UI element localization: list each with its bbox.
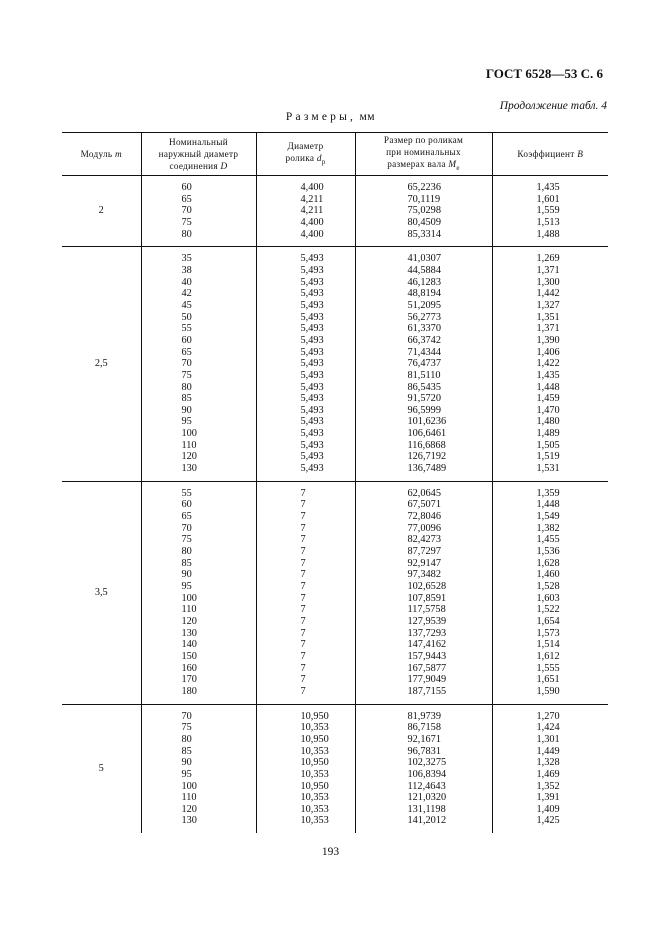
outer-diameter-value: 110	[181, 792, 197, 804]
outer-diameter-value: 40	[181, 276, 192, 288]
size-over-rollers-value: 131,1198	[407, 803, 446, 815]
coefficient-value: 1,651	[536, 674, 560, 686]
coefficient-value: 1,359	[536, 487, 560, 499]
roller-diameter-value: 7	[300, 511, 306, 523]
coefficient-value: 1,612	[536, 650, 560, 662]
page-number: 193	[321, 846, 340, 858]
module-value: 5	[62, 704, 141, 833]
roller-diameter-value: 7	[300, 662, 306, 674]
outer-diameter-value: 80	[181, 546, 192, 558]
table-continuation-note: Продолжение табл. 4	[499, 100, 607, 112]
roller-diameter-value: 10,950	[300, 757, 329, 769]
outer-diameter-value: 120	[181, 451, 197, 463]
size-over-rollers-value: 46,1283	[407, 276, 441, 288]
size-over-rollers-value: 65,2236	[407, 182, 441, 193]
size-over-rollers-value: 102,3275	[407, 757, 447, 769]
roller-diameter-value: 7	[300, 650, 306, 662]
size-over-rollers-value: 77,0096	[407, 522, 441, 534]
outer-diameter-value: 180	[181, 685, 197, 697]
roller-diameter-value: 10,353	[300, 745, 329, 757]
coefficient-value: 1,371	[536, 323, 560, 335]
roller-diameter-value: 7	[300, 487, 306, 499]
outer-diameter-value: 100	[181, 428, 197, 440]
size-over-rollers-value: 141,2012	[407, 815, 447, 827]
header-module: Модуль m	[62, 133, 141, 176]
coefficient-value: 1,328	[536, 757, 560, 769]
roller-diameter-value: 5,493	[300, 393, 324, 405]
coefficient-value: 1,505	[536, 439, 560, 451]
roller-diameter-value: 5,493	[300, 451, 324, 463]
outer-diameter-value: 55	[181, 487, 192, 499]
coefficient-value: 1,601	[536, 193, 560, 205]
outer-diameter-value: 65	[181, 193, 192, 205]
size-over-rollers-value: 86,7158	[407, 722, 441, 734]
roller-diameter-value: 5,493	[300, 381, 324, 393]
size-over-rollers-value: 187,7155	[407, 685, 447, 697]
coefficient-value: 1,351	[536, 311, 560, 323]
outer-diameter-value: 85	[181, 557, 192, 569]
coefficient-value: 1,449	[536, 745, 560, 757]
sizes-label: Размеры,	[285, 111, 357, 123]
coefficient-value: 1,531	[536, 463, 560, 475]
coefficient-value: 1,469	[536, 768, 560, 780]
roller-diameter-value: 7	[300, 522, 306, 534]
outer-diameter-value: 45	[181, 299, 192, 311]
coefficient-value: 1,455	[536, 534, 560, 546]
outer-diameter-value: 70	[181, 710, 192, 722]
coefficient-value: 1,654	[536, 615, 560, 627]
roller-diameter-value: 4,400	[300, 228, 324, 240]
size-over-rollers-value: 71,4344	[407, 346, 441, 358]
coefficient-value: 1,480	[536, 416, 560, 428]
coefficient-value: 1,422	[536, 358, 560, 370]
roller-diameter-value: 5,493	[300, 299, 324, 311]
roller-diameter-value: 5,493	[300, 334, 324, 346]
size-over-rollers-value: 147,4162	[407, 639, 447, 651]
coefficient-value: 1,573	[536, 627, 560, 639]
roller-diameter-value: 7	[300, 674, 306, 686]
roller-diameter-value: 10,353	[300, 792, 329, 804]
outer-diameter-value: 60	[181, 182, 192, 193]
size-over-rollers-value: 127,9539	[407, 615, 447, 627]
roller-diameter-value: 4,211	[300, 193, 324, 205]
outer-diameter-column	[141, 176, 256, 247]
size-over-rollers-value: 66,3742	[407, 334, 441, 346]
outer-diameter-value: 85	[181, 745, 192, 757]
roller-diameter-value: 7	[300, 639, 306, 651]
outer-diameter-value: 170	[181, 674, 197, 686]
outer-diameter-value: 85	[181, 393, 192, 405]
outer-diameter-value: 75	[181, 534, 192, 546]
coefficient-value: 1,425	[536, 815, 560, 827]
size-over-rollers-value: 67,5071	[407, 499, 441, 511]
size-over-rollers-value: 81,9739	[407, 710, 441, 722]
size-over-rollers-value: 106,6461	[407, 428, 447, 440]
module-group-row	[62, 247, 608, 481]
roller-diameter-value: 5,493	[300, 416, 324, 428]
coefficient-value: 1,528	[536, 581, 560, 592]
roller-diameter-value: 4,400	[300, 216, 324, 228]
size-over-rollers-value: 101,6236	[407, 416, 447, 428]
coefficient-value: 1,327	[536, 299, 560, 311]
coefficient-value: 1,590	[536, 685, 560, 697]
document-header: ГОСТ 6528—53 С. 6	[485, 66, 603, 81]
roller-diameter-value: 7	[300, 499, 306, 511]
size-over-rollers-value: 75,0298	[407, 205, 441, 217]
coefficient-value: 1,555	[536, 662, 560, 674]
outer-diameter-value: 100	[181, 592, 197, 604]
roller-diameter-value: 7	[300, 592, 306, 604]
module-value: 2	[98, 205, 104, 217]
roller-diameter-value: 5,493	[300, 276, 324, 288]
coefficient-value: 1,536	[536, 546, 560, 558]
outer-diameter-value: 38	[181, 264, 192, 276]
outer-diameter-value: 130	[181, 463, 197, 475]
size-over-rollers-column	[355, 176, 492, 247]
coefficient-value: 1,549	[536, 511, 560, 523]
coefficient-value: 1,391	[536, 792, 560, 804]
size-over-rollers-value: 62,0645	[407, 487, 441, 499]
size-over-rollers-value: 97,3482	[407, 569, 441, 581]
roller-diameter-value: 4,211	[300, 205, 324, 217]
roller-diameter-column	[256, 481, 355, 704]
spline-dimensions-table	[62, 132, 608, 833]
coefficient-value: 1,270	[536, 710, 560, 722]
roller-diameter-value: 7	[300, 546, 306, 558]
outer-diameter-value: 130	[181, 815, 197, 827]
size-over-rollers-value: 102,6528	[407, 581, 447, 592]
coefficient-value: 1,435	[536, 182, 560, 193]
coefficient-value: 1,352	[536, 780, 560, 792]
coefficient-value: 1,628	[536, 557, 560, 569]
size-over-rollers-value: 41,0307	[407, 253, 441, 265]
outer-diameter-value: 100	[181, 780, 197, 792]
coefficient-value: 1,513	[536, 216, 560, 228]
outer-diameter-value: 90	[181, 757, 192, 769]
roller-diameter-value: 5,493	[300, 288, 324, 300]
module-group-row	[62, 176, 608, 247]
outer-diameter-value: 80	[181, 733, 192, 745]
coefficient-value: 1,442	[536, 288, 560, 300]
size-over-rollers-value: 86,5435	[407, 381, 441, 393]
coefficient-value: 1,603	[536, 592, 560, 604]
header-coefficient: Коэффициент B	[492, 133, 608, 176]
size-over-rollers-value: 82,4273	[407, 534, 441, 546]
size-over-rollers-value: 107,8591	[407, 592, 447, 604]
coefficient-value: 1,409	[536, 803, 560, 815]
roller-diameter-value: 7	[300, 581, 306, 592]
module-value: 3,5	[62, 481, 141, 704]
outer-diameter-value: 95	[181, 768, 192, 780]
size-over-rollers-value: 157,9443	[407, 650, 447, 662]
roller-diameter-value: 7	[300, 604, 306, 616]
coefficient-value: 1,559	[536, 205, 560, 217]
coefficient-value: 1,489	[536, 428, 560, 440]
size-over-rollers-value: 70,1119	[407, 193, 441, 205]
roller-diameter-value: 5,493	[300, 253, 324, 265]
outer-diameter-value: 75	[181, 216, 192, 228]
outer-diameter-value: 60	[181, 334, 192, 346]
outer-diameter-value: 65	[181, 346, 192, 358]
outer-diameter-value: 60	[181, 499, 192, 511]
size-over-rollers-value: 44,5884	[407, 264, 441, 276]
size-over-rollers-value: 91,5720	[407, 393, 441, 405]
roller-diameter-value: 4,400	[300, 182, 324, 193]
roller-diameter-value: 5,493	[300, 428, 324, 440]
size-over-rollers-column	[355, 247, 492, 481]
roller-diameter-value: 5,493	[300, 264, 324, 276]
roller-diameter-column	[256, 704, 355, 833]
outer-diameter-value: 90	[181, 404, 192, 416]
outer-diameter-value: 95	[181, 416, 192, 428]
roller-diameter-value: 10,950	[300, 733, 329, 745]
roller-diameter-value: 5,493	[300, 323, 324, 335]
coefficient-value: 1,390	[536, 334, 560, 346]
roller-diameter-value: 5,493	[300, 439, 324, 451]
module-value: 2,5	[62, 247, 141, 481]
outer-diameter-value: 70	[181, 205, 192, 217]
coefficient-value: 1,424	[536, 722, 560, 734]
roller-diameter-value: 10,353	[300, 768, 329, 780]
coefficient-value: 1,300	[536, 276, 560, 288]
outer-diameter-value: 80	[181, 228, 192, 240]
outer-diameter-value: 42	[181, 288, 192, 300]
outer-diameter-value: 55	[181, 323, 192, 335]
header-size-over-rollers: Размер по роликам при номинальных размерах вала $M_e$	[355, 133, 492, 176]
roller-diameter-value: 10,353	[300, 803, 329, 815]
roller-diameter-value: 5,493	[300, 346, 324, 358]
outer-diameter-value: 70	[181, 522, 192, 534]
outer-diameter-value: 90	[181, 569, 192, 581]
size-over-rollers-value: 96,7831	[407, 745, 441, 757]
size-over-rollers-column	[355, 704, 492, 833]
module-group-row	[62, 481, 608, 704]
header-outer-diameter: Номинальный наружный диаметр соединения D	[141, 133, 256, 176]
sizes-caption	[0, 111, 661, 123]
size-over-rollers-value: 51,2095	[407, 299, 441, 311]
roller-diameter-value: 7	[300, 534, 306, 546]
size-over-rollers-value: 117,5758	[407, 604, 446, 616]
coefficient-value: 1,488	[536, 228, 560, 240]
outer-diameter-value: 120	[181, 615, 197, 627]
coefficient-value: 1,371	[536, 264, 560, 276]
roller-diameter-column	[256, 247, 355, 481]
size-over-rollers-value: 81,5110	[407, 369, 441, 381]
roller-diameter-value: 7	[300, 615, 306, 627]
outer-diameter-value: 110	[181, 439, 197, 451]
coefficient-value: 1,448	[536, 381, 560, 393]
size-over-rollers-value: 56,2773	[407, 311, 441, 323]
coefficient-value: 1,406	[536, 346, 560, 358]
size-over-rollers-value: 137,7293	[407, 627, 447, 639]
coefficient-column	[492, 481, 608, 704]
outer-diameter-value: 95	[181, 581, 192, 592]
outer-diameter-value: 50	[181, 311, 192, 323]
roller-diameter-value: 5,493	[300, 404, 324, 416]
coefficient-value: 1,435	[536, 369, 560, 381]
size-over-rollers-value: 48,8194	[407, 288, 441, 300]
size-over-rollers-column	[355, 481, 492, 704]
size-over-rollers-value: 96,5999	[407, 404, 441, 416]
roller-diameter-value: 5,493	[300, 463, 324, 475]
size-over-rollers-value: 61,3370	[407, 323, 441, 335]
coefficient-value: 1,301	[536, 733, 560, 745]
coefficient-value: 1,519	[536, 451, 560, 463]
roller-diameter-column	[256, 176, 355, 247]
table-body	[62, 176, 608, 834]
outer-diameter-column	[141, 247, 256, 481]
outer-diameter-value: 75	[181, 369, 192, 381]
size-over-rollers-value: 92,1671	[407, 733, 441, 745]
outer-diameter-value: 65	[181, 511, 192, 523]
roller-diameter-value: 5,493	[300, 358, 324, 370]
module-group-row	[62, 704, 608, 833]
outer-diameter-column	[141, 481, 256, 704]
roller-diameter-value: 10,353	[300, 815, 329, 827]
header-roller-diameter: Диаметр ролика $d_p$	[256, 133, 355, 176]
size-over-rollers-value: 116,6868	[407, 439, 446, 451]
size-over-rollers-value: 126,7192	[407, 451, 447, 463]
coefficient-value: 1,460	[536, 569, 560, 581]
coefficient-value: 1,514	[536, 639, 560, 651]
coefficient-value: 1,522	[536, 604, 560, 616]
roller-diameter-value: 7	[300, 627, 306, 639]
coefficient-column	[492, 247, 608, 481]
coefficient-value: 1,269	[536, 253, 560, 265]
size-over-rollers-value: 76,4737	[407, 358, 441, 370]
outer-diameter-value: 110	[181, 604, 197, 616]
roller-diameter-value: 7	[300, 685, 306, 697]
roller-diameter-value: 5,493	[300, 311, 324, 323]
outer-diameter-value: 120	[181, 803, 197, 815]
size-over-rollers-value: 112,4643	[407, 780, 446, 792]
table-header-row	[62, 133, 608, 176]
coefficient-value: 1,448	[536, 499, 560, 511]
size-over-rollers-value: 80,4509	[407, 216, 441, 228]
size-over-rollers-value: 92,9147	[407, 557, 441, 569]
roller-diameter-value: 7	[300, 569, 306, 581]
roller-diameter-value: 10,950	[300, 710, 329, 722]
size-over-rollers-value: 167,5877	[407, 662, 447, 674]
outer-diameter-value: 150	[181, 650, 197, 662]
roller-diameter-value: 7	[300, 557, 306, 569]
size-over-rollers-value: 87,7297	[407, 546, 441, 558]
roller-diameter-value: 10,950	[300, 780, 329, 792]
size-over-rollers-value: 85,3314	[407, 228, 441, 240]
coefficient-value: 1,459	[536, 393, 560, 405]
size-over-rollers-value: 121,0320	[407, 792, 447, 804]
outer-diameter-value: 35	[181, 253, 192, 265]
coefficient-column	[492, 176, 608, 247]
outer-diameter-column	[141, 704, 256, 833]
outer-diameter-value: 75	[181, 722, 192, 734]
roller-diameter-value: 5,493	[300, 369, 324, 381]
size-over-rollers-value: 106,8394	[407, 768, 447, 780]
outer-diameter-value: 130	[181, 627, 197, 639]
sizes-unit: мм	[359, 111, 376, 123]
roller-diameter-value: 10,353	[300, 722, 329, 734]
outer-diameter-value: 160	[181, 662, 197, 674]
outer-diameter-value: 80	[181, 381, 192, 393]
size-over-rollers-value: 72,8046	[407, 511, 441, 523]
coefficient-value: 1,382	[536, 522, 560, 534]
coefficient-column	[492, 704, 608, 833]
size-over-rollers-value: 177,9049	[407, 674, 447, 686]
outer-diameter-value: 70	[181, 358, 192, 370]
coefficient-value: 1,470	[536, 404, 560, 416]
outer-diameter-value: 140	[181, 639, 197, 651]
size-over-rollers-value: 136,7489	[407, 463, 447, 475]
